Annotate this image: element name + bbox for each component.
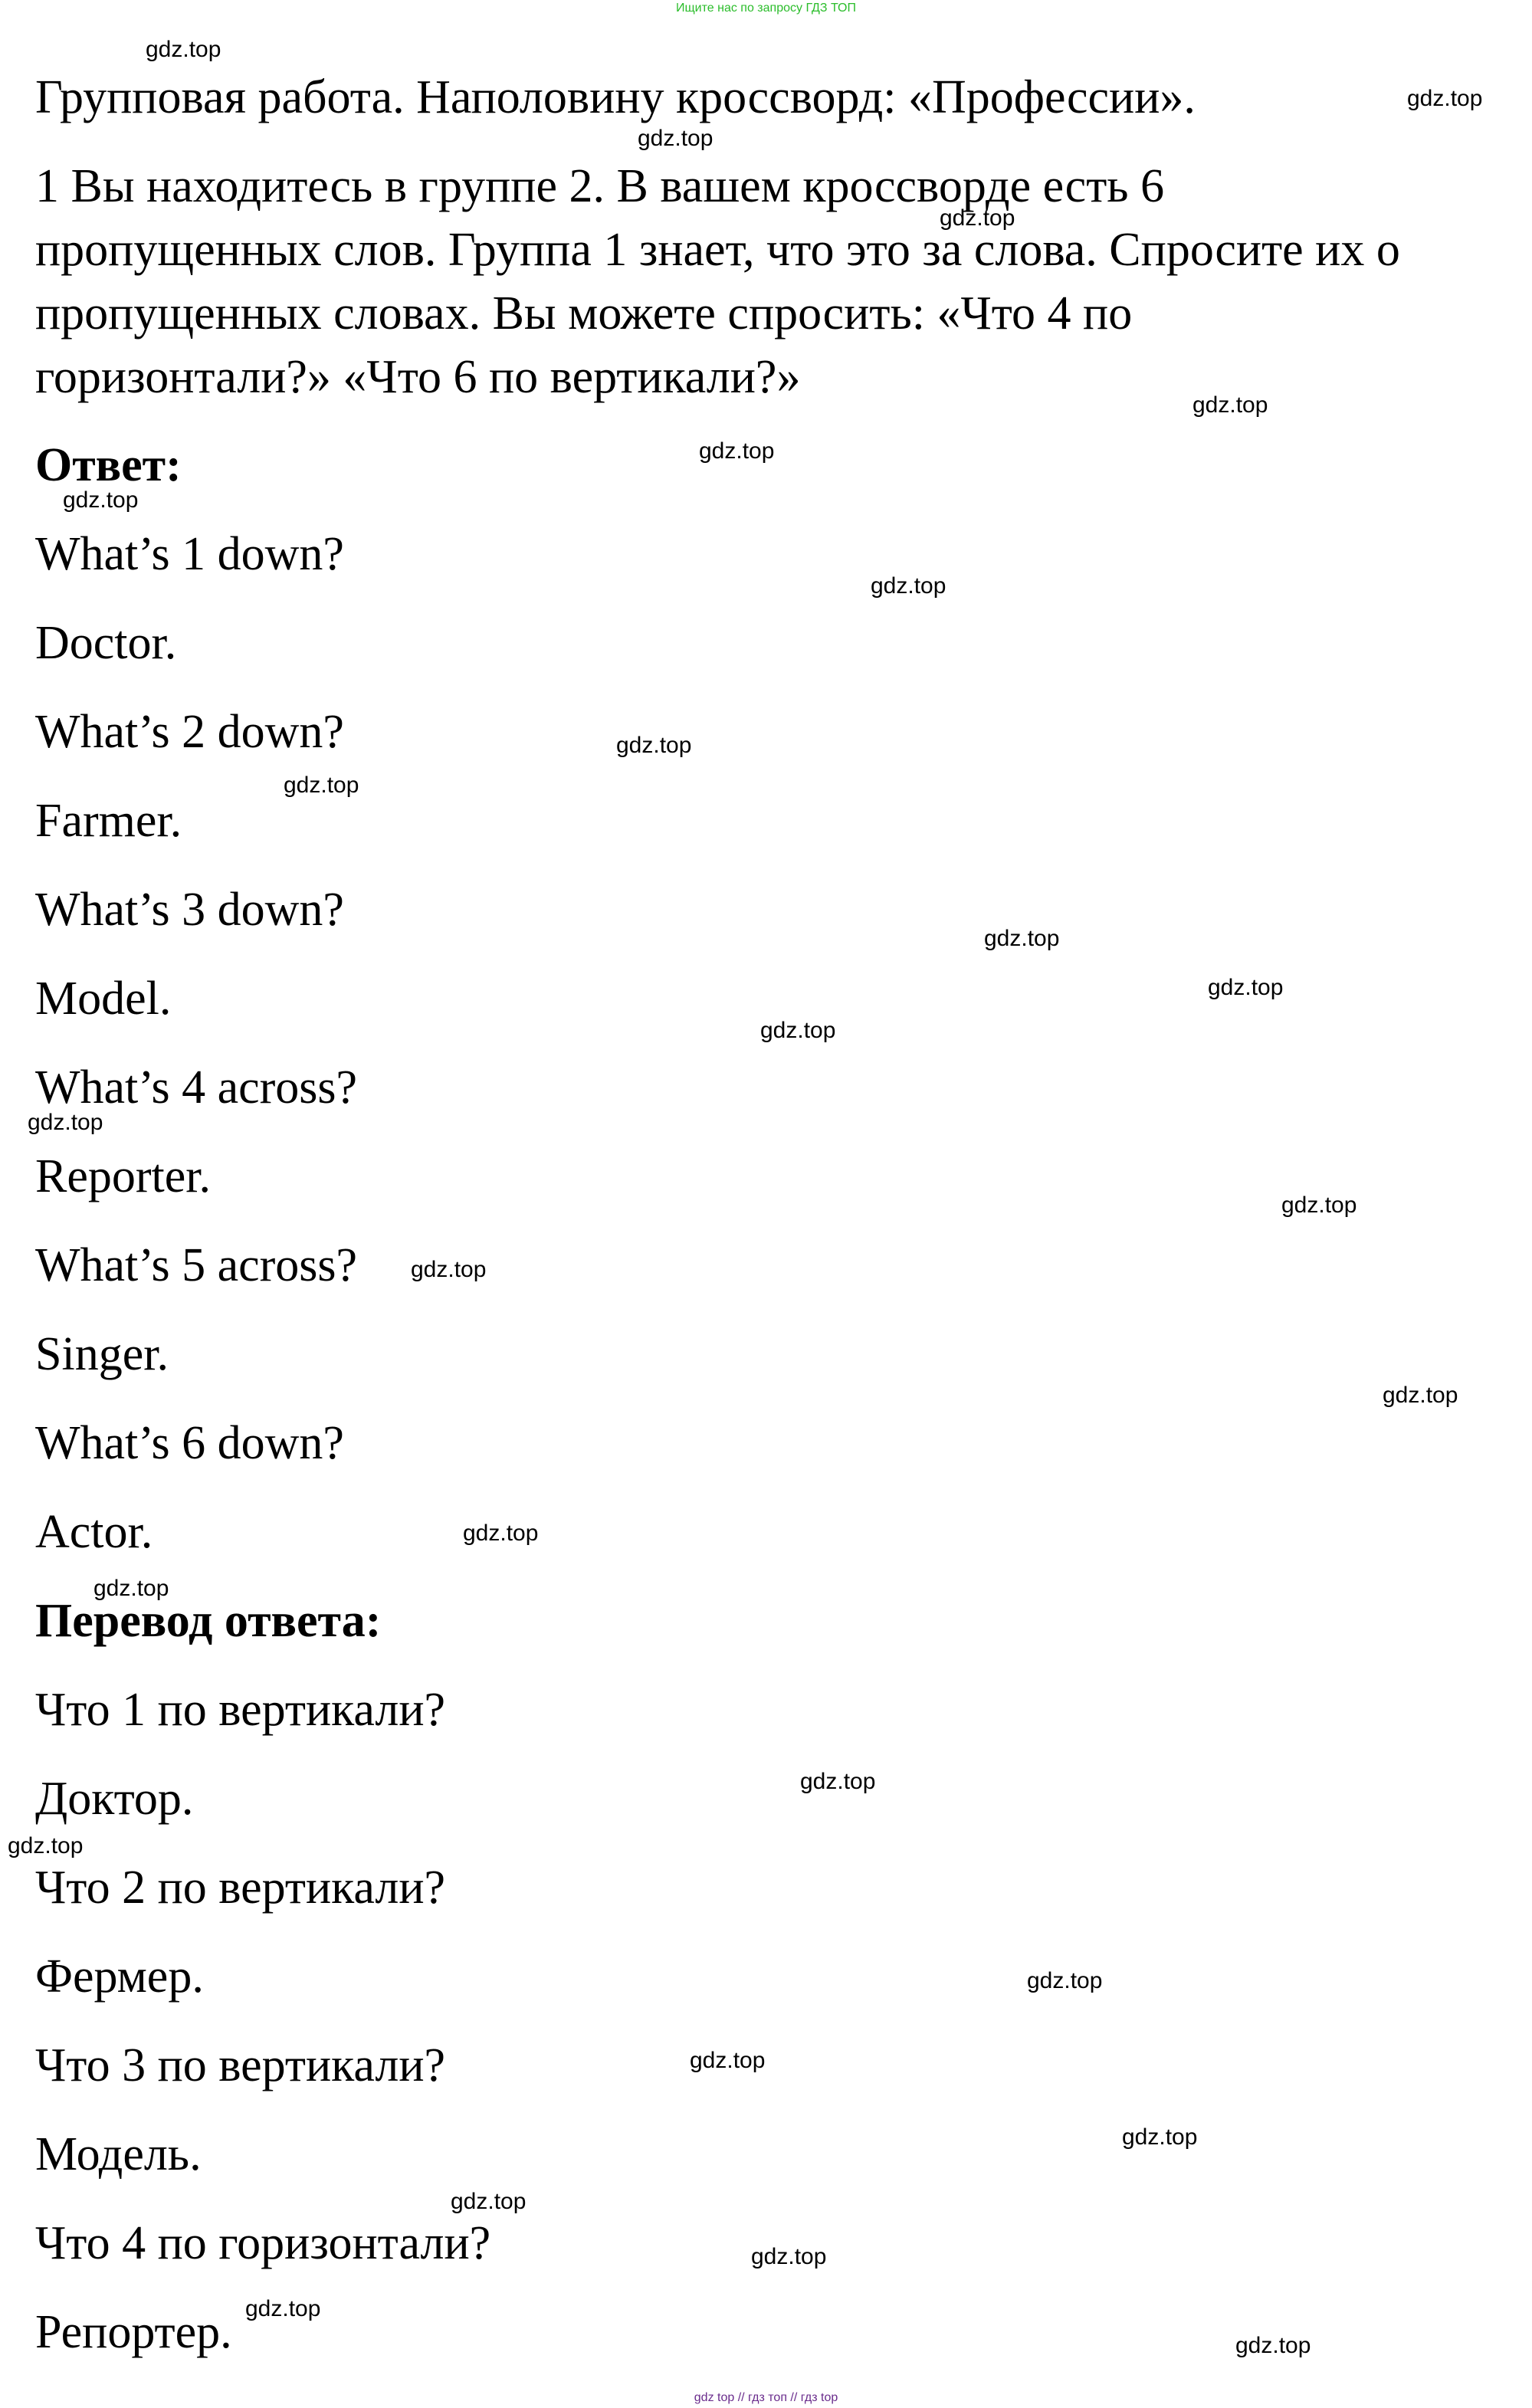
watermark: gdz.top (284, 773, 359, 798)
watermark: gdz.top (8, 1833, 84, 1858)
watermark: gdz.top (1383, 1383, 1458, 1408)
answer-line: Doctor. (35, 617, 177, 669)
watermark: gdz.top (1281, 1193, 1357, 1218)
translation-line: Что 4 по горизонтали? (35, 2217, 491, 2269)
answer-line: What’s 3 down? (35, 884, 344, 936)
answer-line: What’s 1 down? (35, 528, 344, 580)
top-banner: Ищите нас по запросу ГДЗ ТОП (676, 2, 856, 15)
watermark: gdz.top (760, 1018, 836, 1043)
answer-line: What’s 5 across? (35, 1239, 358, 1291)
watermark: gdz.top (1122, 2124, 1198, 2150)
answer-line: What’s 4 across? (35, 1061, 358, 1114)
translation-line: Что 1 по вертикали? (35, 1684, 446, 1736)
answer-heading: Ответ: (35, 439, 182, 491)
answer-line: Actor. (35, 1506, 153, 1558)
bottom-banner: gdz top // гдз топ // гдз top (694, 2391, 838, 2404)
watermark: gdz.top (245, 2296, 321, 2321)
watermark: gdz.top (871, 573, 946, 599)
translation-line: Репортер. (35, 2306, 232, 2358)
watermark: gdz.top (1407, 86, 1483, 111)
watermark: gdz.top (1208, 975, 1284, 1000)
answer-line: Singer. (35, 1328, 169, 1380)
watermark: gdz.top (751, 2244, 827, 2269)
watermark: gdz.top (690, 2048, 766, 2073)
answer-line: Model. (35, 973, 172, 1025)
answer-line: Farmer. (35, 795, 182, 847)
translation-line: Что 2 по вертикали? (35, 1862, 446, 1914)
watermark: gdz.top (463, 1521, 539, 1546)
watermark: gdz.top (699, 438, 775, 464)
watermark: gdz.top (638, 126, 714, 151)
watermark: gdz.top (93, 1576, 169, 1601)
task-body-line: горизонтали?» «Что 6 по вертикали?» (35, 351, 801, 403)
answer-line: What’s 2 down? (35, 706, 344, 758)
watermark: gdz.top (1235, 2333, 1311, 2358)
watermark: gdz.top (800, 1769, 876, 1794)
task-title: Групповая работа. Наполовину кроссворд: «Профессии». (35, 71, 1196, 123)
watermark: gdz.top (616, 733, 692, 758)
task-body-line: пропущенных словах. Вы можете спросить: «Что 4 по (35, 287, 1133, 340)
watermark: gdz.top (1192, 392, 1268, 418)
answer-line: Reporter. (35, 1150, 211, 1202)
task-body-line: 1 Вы находитесь в группе 2. В вашем кроссворде есть 6 (35, 160, 1165, 212)
watermark: gdz.top (28, 1110, 103, 1135)
watermark: gdz.top (146, 37, 221, 62)
task-body-line: пропущенных слов. Группа 1 знает, что это за слова. Спросите их о (35, 224, 1400, 276)
watermark: gdz.top (451, 2189, 527, 2214)
translation-line: Фермер. (35, 1950, 204, 2003)
translation-heading: Перевод ответа: (35, 1595, 382, 1647)
answer-line: What’s 6 down? (35, 1417, 344, 1469)
translation-line: Модель. (35, 2128, 202, 2180)
watermark: gdz.top (984, 926, 1060, 951)
watermark: gdz.top (1027, 1968, 1103, 1993)
translation-line: Что 3 по вертикали? (35, 2039, 446, 2091)
translation-line: Доктор. (35, 1773, 194, 1825)
watermark: gdz.top (411, 1257, 487, 1282)
watermark: gdz.top (63, 487, 139, 513)
watermark: gdz.top (940, 205, 1015, 231)
